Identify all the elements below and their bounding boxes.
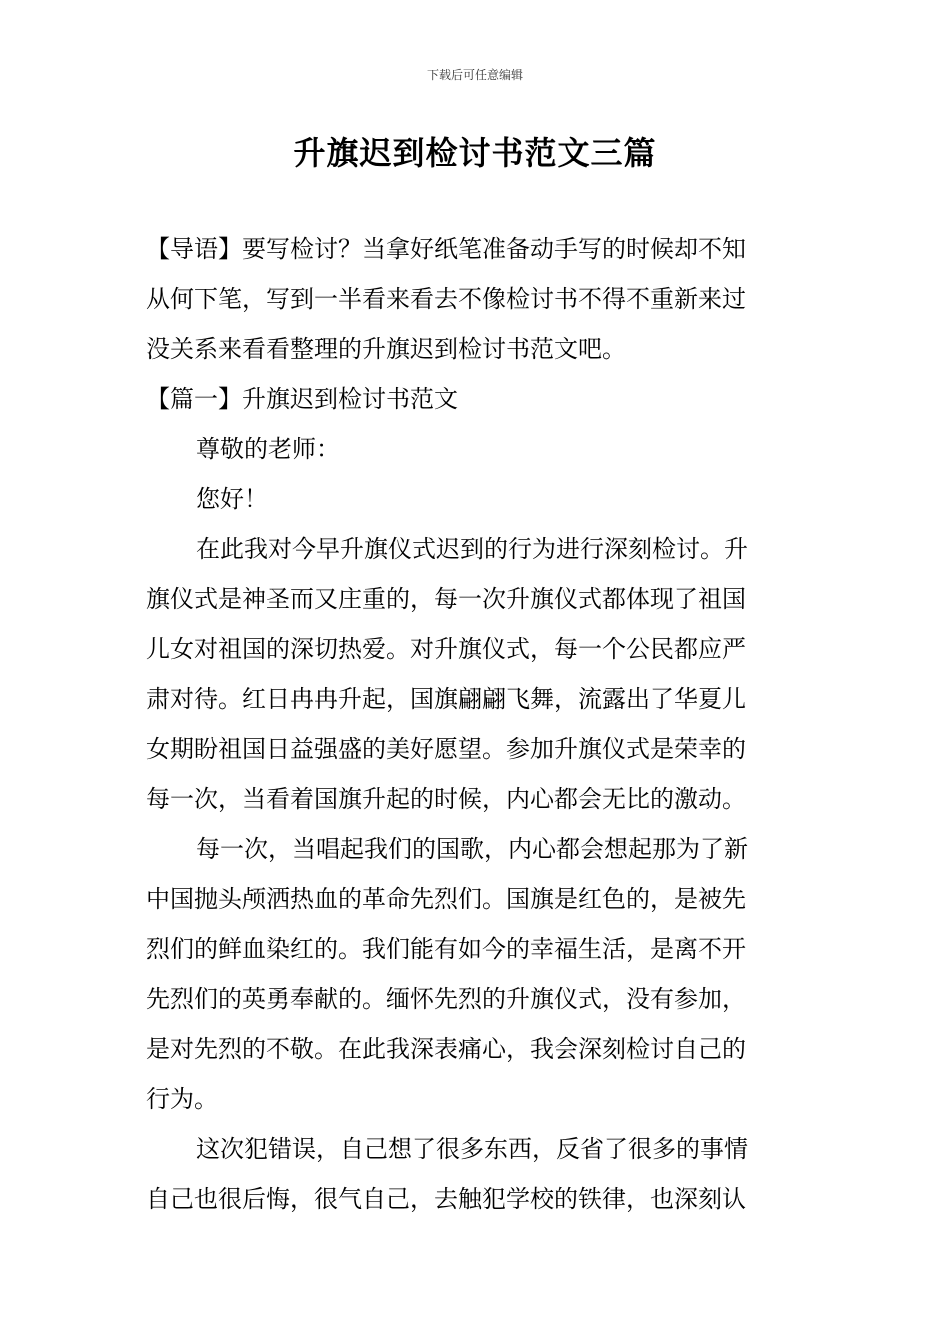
body-line: 这次犯错误，自己想了很多东西，反省了很多的事情 [196,1135,748,1163]
header-note: 下载后可任意编辑 [426,68,523,82]
body-line: 肃对待。红日冉冉升起，国旗翩翩飞舞，流露出了华夏儿 [146,685,746,713]
document-title: 升旗迟到检讨书范文三篇 [293,134,657,172]
body-line: 从何下笔，写到一半看来看去不像检讨书不得不重新来过 [146,285,746,313]
body-line: 【导语】要写检讨？当拿好纸笔准备动手写的时候却不知 [146,235,746,263]
body-line: 女期盼祖国日益强盛的美好愿望。参加升旗仪式是荣幸的 [146,735,746,763]
section-heading: 【篇一】升旗迟到检讨书范文 [146,385,458,413]
body-line: 先烈们的英勇奉献的。缅怀先烈的升旗仪式，没有参加， [146,985,746,1013]
salutation: 尊敬的老师： [196,435,340,463]
body-line: 儿女对祖国的深切热爱。对升旗仪式，每一个公民都应严 [146,635,746,663]
body-line: 是对先烈的不敬。在此我深表痛心，我会深刻检讨自己的 [146,1035,746,1063]
body-line: 每一次，当看着国旗升起的时候，内心都会无比的激动。 [146,785,746,813]
body-line: 每一次，当唱起我们的国歌，内心都会想起那为了新 [196,835,748,863]
body-line: 行为。 [146,1085,218,1113]
body-line: 烈们的鲜血染红的。我们能有如今的幸福生活，是离不开 [146,935,746,963]
body-line: 旗仪式是神圣而又庄重的，每一次升旗仪式都体现了祖国 [146,585,746,613]
body-line: 自己也很后悔，很气自己，去触犯学校的铁律，也深刻认 [146,1185,746,1213]
body-line: 中国抛头颅洒热血的革命先烈们。国旗是红色的，是被先 [146,885,746,913]
body-line: 没关系来看看整理的升旗迟到检讨书范文吧。 [146,335,626,363]
greeting: 您好！ [196,485,268,513]
body-line: 在此我对今早升旗仪式迟到的行为进行深刻检讨。升 [196,535,748,563]
document-body [146,224,808,1224]
